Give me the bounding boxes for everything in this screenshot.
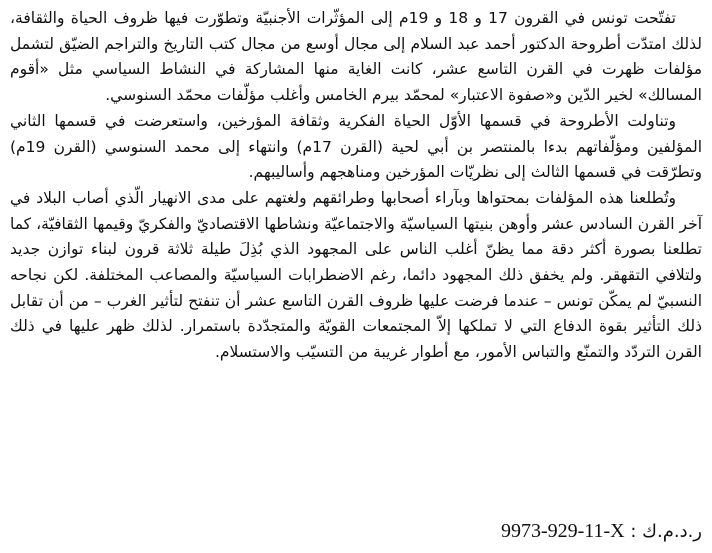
isbn-number: 9973-929-11-X	[500, 520, 625, 542]
paragraph-analysis: وتُطلعنا هذه المؤلفات بمحتواها وبآراء أصحابها وطرائقهم ولغتهم على مدى الانهيار الّذي أصاب البلاد في آخر القرن السادس عشر وأوهن بنيتها السياسيّة والاجتماعيّة ونشاطها الاقتصاديّ والفكريّ وقيمها الثقافيّة، كما تطلعنا بصورة أكثر دقة مما يظنّ أغلب الناس على المجهود الذي بُذِلَ طيلة ثلاثة قرون لبناء توازن جديد ولتلافي التقهقر. ولم يخفق ذلك المجهود دائما، رغم الاضطرابات السياسيّة والمصاعب المختلفة. لكن نجاحه النسبيّ لم يمكّن تونس – عندما فرضت عليها ظروف القرن التاسع عشر أن تنفتح لتأثير الغرب – من أن تقابل ذلك التأثير بقوة الدفاع التي لا تملكها إلاّ المجتمعات القويّة والمتجدّدة باستمرار. لذلك ظهر عليها في ذلك القرن التردّد والتمنّع والتباس الأمور، مع أطوار غريبة من التسيّب والاستسلام.	[10, 188, 702, 362]
paragraph-thesis-structure: وتناولت الأطروحة في قسمها الأوّل الحياة الفكرية وثقافة المؤرخين، واستعرضت في قسمها الثاني المؤلفين ومؤلّفاتهم بدءا بالمنتصر بن أبي لحية (القرن 17م) وانتهاء إلى محمد السنوسي (القرن 19م) وتطرّقت في قسمها الثالث إلى نظريّات المؤرخين ومناهجهم وأساليبهم.	[10, 111, 702, 182]
isbn-label: ر.د.م.ك	[642, 521, 702, 542]
paragraph-intro: تفتّحت تونس في القرون 17 و 18 و 19م إلى المؤثّرات الأجنبيّة وتطوّرت فيها ظروف الحياة والثقافة، لذلك امتدّت أطروحة الدكتور أحمد عبد السلام إلى مجال أوسع من مجال كتب التاريخ والتراجم الضيّق لتشمل مؤلفات ظهرت في القرن التاسع عشر، كانت الغاية منها المشاركة في النشاط السياسي مثل «أقوم المسالك» لخير الدّين و«صفوة الاعتبار» لمحمّد بيرم الخامس وأغلب مؤلّفات محمّد السنوسي.	[10, 9, 702, 105]
isbn-separator: :	[624, 521, 643, 542]
document-page	[10, 6, 702, 546]
isbn-line	[501, 518, 702, 545]
